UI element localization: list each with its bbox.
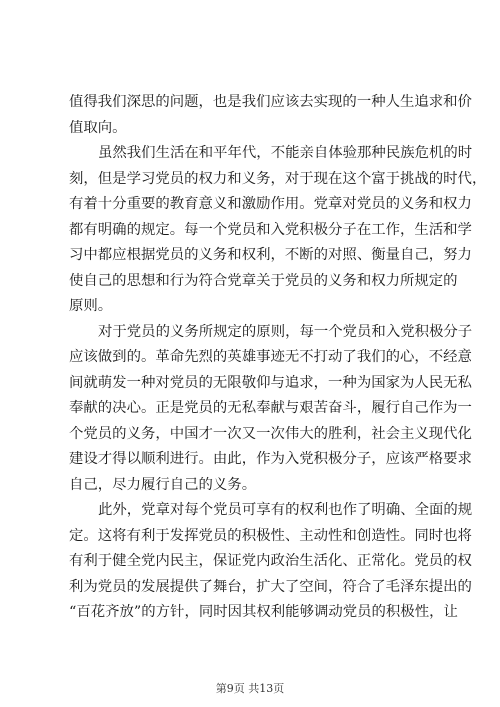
text-line: 都有明确的规定。每一个党员和入党积极分子在工作，生活和学	[69, 221, 472, 238]
text-line: 值得我们深思的问题，也是我们应该去实现的一种人生追求和价	[69, 94, 472, 110]
text-line: 虽然我们生活在和平年代，不能亲自体验那种民族危机的时	[98, 145, 473, 161]
paragraph-1	[69, 90, 472, 141]
text-line: 使自己的思想和行为符合党章关于党员的义务和权力所规定的	[69, 272, 458, 289]
text-line: 习中都应根据党员的义务和权利，不断的对照、衡量自己，努力	[69, 247, 472, 263]
text-line: 应该做到的。革命先烈的英雄事迹无不打动了我们的心，不经意	[69, 349, 472, 365]
text-line: 值取向。	[69, 119, 127, 136]
text-line: 建设才得以顺利进行。由此，作为入党积极分子，应该严格要求	[69, 451, 472, 467]
text-line: 利为党员的发展提供了舞台，扩大了空间，符合了毛泽东提出的	[69, 578, 472, 595]
text-line: 有利于健全党内民主，保证党内政治生活化、正常化。党员的权	[69, 553, 472, 569]
paragraph-2	[69, 141, 487, 320]
text-line: 个党员的义务，中国才一次又一次伟大的胜利，社会主义现代化	[69, 425, 472, 442]
text-line: 奉献的决心。正是党员的无私奉献与艰苦奋斗，履行自己作为一	[69, 400, 472, 416]
text-line: 定。这将有利于发挥党员的积极性、主动性和创造性。同时也将	[69, 527, 472, 544]
text-line: 此外，党章对每个党员可享有的权利也作了明确、全面的规	[98, 502, 473, 518]
text-line: “百花齐放”的方针，同时因其权利能够调动党员的积极性，让	[69, 604, 458, 620]
paragraph-4	[69, 498, 473, 626]
text-line: 原则。	[69, 298, 113, 314]
page-number-footer: 第9页 共13页	[215, 682, 285, 695]
text-line: 自己，尽力履行自己的义务。	[69, 476, 257, 493]
text-line: 对于党员的义务所规定的原则，每一个党员和入党积极分子	[98, 323, 473, 340]
text-line: 有着十分重要的教育意义和激励作用。党章对党员的义务和权力	[69, 196, 472, 212]
document-body	[69, 90, 487, 626]
paragraph-3	[69, 320, 473, 499]
text-line: 间就萌发一种对党员的无限敬仰与追求，一种为国家为人民无私	[69, 374, 472, 391]
text-line: 刻，但是学习党员的权力和义务，对于现在这个富于挑战的时代，	[69, 170, 487, 187]
